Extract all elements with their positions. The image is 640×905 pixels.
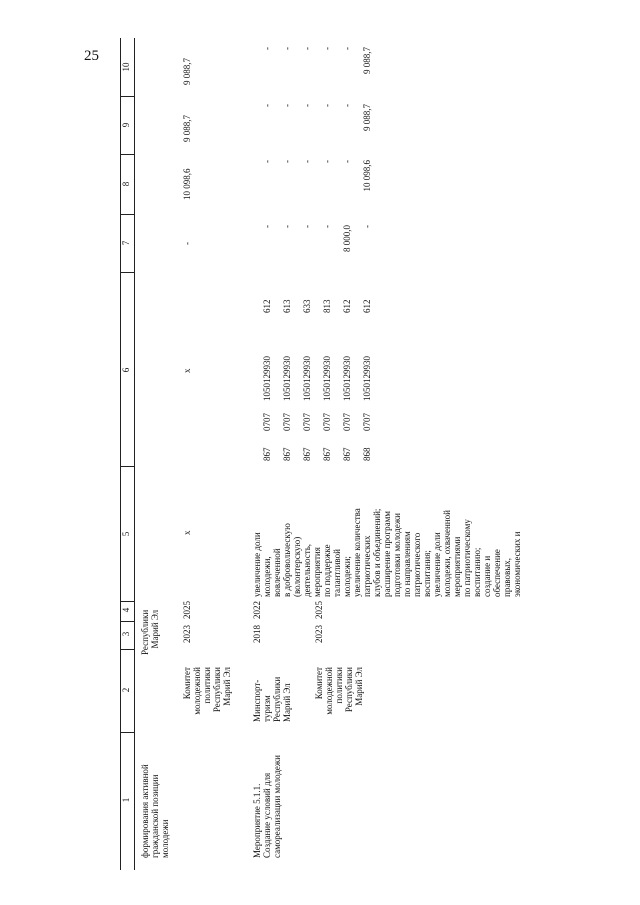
col-header-10: 10	[121, 62, 131, 72]
row-b-col2-ministry: Минспорт- туризм Республики Марий Эл	[252, 676, 292, 722]
col-header-9: 9	[121, 122, 131, 128]
rzpr-value: 0707	[362, 413, 372, 431]
row-b-rzpr	[252, 413, 382, 431]
col7-value: -	[262, 225, 272, 228]
col9-value: -	[302, 104, 312, 107]
header-divider	[120, 154, 134, 155]
col10-value: -	[342, 47, 352, 50]
row-a-col1-text: формирования активной гражданской позиции молодежи	[140, 764, 170, 858]
header-divider	[120, 466, 134, 467]
row-a-col8: 10 098,6	[182, 168, 192, 200]
row-b-col7	[252, 225, 382, 260]
header-divider	[120, 649, 134, 650]
col8-value: -	[262, 160, 272, 163]
vr-value: 633	[302, 299, 312, 313]
row-b-col10	[252, 47, 382, 92]
col-header-5: 5	[121, 531, 131, 537]
row-b-year-end-2: 2025	[314, 601, 324, 619]
grbs-value: 867	[342, 447, 352, 461]
col10-value: 9 088,7	[362, 47, 372, 74]
col10-value: -	[282, 47, 292, 50]
csr-value: 1050129930	[262, 356, 272, 401]
rzpr-value: 0707	[282, 413, 292, 431]
header-divider	[120, 621, 134, 622]
row-b-csr	[252, 356, 382, 401]
row-a-col5: х	[182, 530, 192, 535]
rzpr-value: 0707	[342, 413, 352, 431]
col-header-2: 2	[121, 687, 131, 693]
page-number: 25	[84, 48, 99, 64]
col9-value: 9 088,7	[362, 104, 372, 131]
row-a-col2-committee: Комитет молодежной политики Республики Марий Эл	[182, 667, 232, 715]
vr-value: 612	[342, 299, 352, 313]
row-b-col2-committee: Комитет молодежной политики Республики Марий Эл	[314, 667, 364, 715]
csr-value: 1050129930	[362, 356, 372, 401]
header-divider	[120, 732, 134, 733]
col8-value: -	[302, 160, 312, 163]
row-b-year-start-2: 2023	[314, 625, 324, 643]
col10-value: -	[302, 47, 312, 50]
row-b-year-start-1: 2018	[252, 625, 262, 643]
header-bottom-rule	[134, 38, 135, 870]
row-a-col7: -	[182, 242, 192, 245]
row-a-col9: 9 088,7	[182, 115, 192, 142]
col7-value: 8 000,0	[342, 225, 352, 252]
col9-value: -	[282, 104, 292, 107]
col7-value: -	[322, 225, 332, 228]
col-header-3: 3	[121, 631, 131, 637]
rzpr-value: 0707	[322, 413, 332, 431]
col7-value: -	[282, 225, 292, 228]
row-a-col6: х	[182, 368, 192, 373]
vr-value: 612	[362, 299, 372, 313]
row-b-col1-text: Мероприятие 5.1.1. Создание условий для самореализации молодежи	[252, 755, 282, 858]
rzpr-value: 0707	[262, 413, 272, 431]
row-a-year-end: 2025	[182, 601, 192, 619]
grbs-value: 867	[302, 447, 312, 461]
vr-value: 813	[322, 299, 332, 313]
csr-value: 1050129930	[302, 356, 312, 401]
row-b-col8	[252, 160, 382, 205]
rzpr-value: 0707	[302, 413, 312, 431]
grbs-value: 868	[362, 447, 372, 461]
row-b-year-end-1: 2022	[252, 601, 262, 619]
col9-value: -	[342, 104, 352, 107]
row-a-col2-org: Республики Марий Эл	[140, 609, 160, 655]
col8-value: -	[342, 160, 352, 163]
header-divider	[120, 214, 134, 215]
csr-value: 1050129930	[282, 356, 292, 401]
vr-value: 613	[282, 299, 292, 313]
col-header-8: 8	[121, 181, 131, 187]
col8-value: 10 098,6	[362, 160, 372, 192]
col10-value: -	[322, 47, 332, 50]
row-b-vr	[252, 300, 382, 314]
col9-value: -	[322, 104, 332, 107]
row-a-year-start: 2023	[182, 625, 192, 643]
col10-value: -	[262, 47, 272, 50]
grbs-value: 867	[322, 447, 332, 461]
col8-value: -	[282, 160, 292, 163]
row-b-grbs	[252, 448, 382, 462]
col7-value: -	[302, 225, 312, 228]
col-header-1: 1	[121, 797, 131, 803]
row-b-col9	[252, 104, 382, 149]
table-top-rule	[120, 38, 121, 870]
col-header-7: 7	[121, 240, 131, 246]
col8-value: -	[322, 160, 332, 163]
col-header-6: 6	[121, 367, 131, 373]
row-b-col5-description: увеличение доли молодежи, вовлеченной в добровольческую (волонтерскую) деятельность, мероприятия по поддержке талантливой молодежи; увеличение количества патриотических клубов и объединений; расширение программ подготовки молодежи по направлениям патриотического воспитания; увеличение доли молодежи, охваченной мероприятиями по патриотическому воспитанию; создание и обеспечение правовых, экономических и	[252, 508, 522, 597]
header-divider	[120, 272, 134, 273]
csr-value: 1050129930	[342, 356, 352, 401]
col-header-4: 4	[121, 607, 131, 613]
col9-value: -	[262, 104, 272, 107]
header-divider	[120, 96, 134, 97]
grbs-value: 867	[262, 447, 272, 461]
row-a-col10: 9 088,7	[182, 58, 192, 85]
vr-value: 612	[262, 299, 272, 313]
grbs-value: 867	[282, 447, 292, 461]
col7-value: -	[362, 225, 372, 228]
csr-value: 1050129930	[322, 356, 332, 401]
